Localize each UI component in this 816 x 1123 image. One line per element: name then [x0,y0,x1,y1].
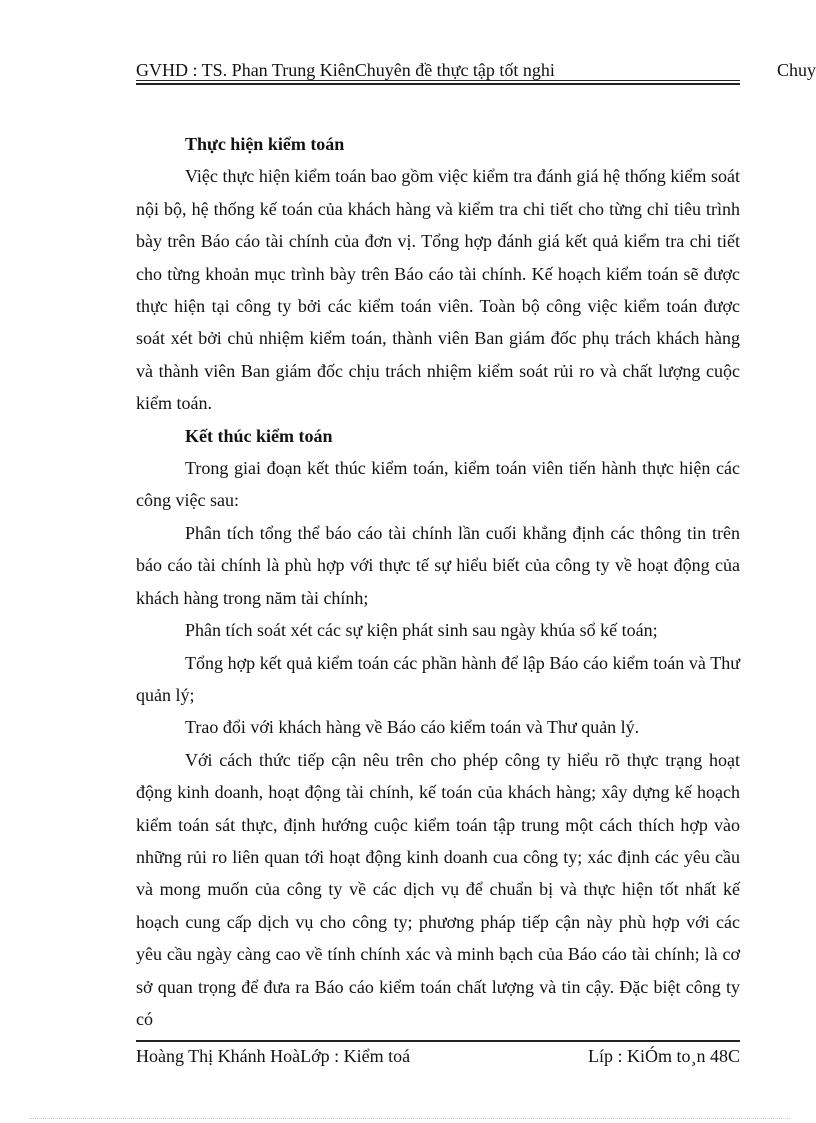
page-footer [136,1043,740,1069]
paragraph: Phân tích tổng thể báo cáo tài chính lần cuối khẳng định các thông tin trên báo cáo tài chính là phù hợp với thực tế sự hiểu biết của công ty về hoạt động của khách hàng trong năm tài chính; [136,522,740,608]
paragraph: Tổng hợp kết quả kiểm toán các phần hành để lập Báo cáo kiểm toán và Thư quản lý; [136,652,740,705]
page-header [136,58,816,82]
header-rule-thin [136,80,740,81]
footer-rule [136,1040,740,1042]
footer-left-text: Hoàng Thị Khánh HoàLớp : Kiểm toá [136,1046,411,1066]
paragraph: Trao đổi với khách hàng về Báo cáo kiểm toán và Thư quản lý. [185,717,640,738]
section-heading-conclusion: Kết thúc kiểm toán [185,425,333,446]
paragraph: Phân tích soát xét các sự kiện phát sinh sau ngày khúa sổ kế toán; [185,620,658,641]
header-right-text: Chuy [777,60,816,80]
page-bottom-dotted-line [30,1118,790,1119]
header-rule-thick [136,83,740,85]
section-heading-execution: Thực hiện kiểm toán [185,134,345,154]
document-body [136,128,740,1035]
paragraph: Trong giai đoạn kết thúc kiểm toán, kiểm toán viên tiến hành thực hiện các công việc sau: [136,458,740,511]
header-left-text: GVHD : TS. Phan Trung KiênChuyên đề thực tập tốt nghi [136,60,555,80]
paragraph: Việc thực hiện kiểm toán bao gồm việc kiểm tra đánh giá hệ thống kiểm soát nội bộ, hệ thống kế toán của khách hàng và kiểm tra chi tiết cho từng chỉ tiêu trình bày trên Báo cáo tài chính của đơn vị. Tổng hợp đánh giá kết quả kiểm tra chi tiết cho từng khoản mục trình bày trên Báo cáo tài chính. Kế hoạch kiểm toán sẽ được thực hiện tại công ty bởi các kiểm toán viên. Toàn bộ công việc kiểm toán được soát xét bởi chủ nhiệm kiểm toán, thành viên Ban giám đốc phụ trách khách hàng và thành viên Ban giám đốc chịu trách nhiệm kiểm soát rủi ro và chất lượng cuộc kiểm toán. [136,166,740,414]
paragraph: Với cách thức tiếp cận nêu trên cho phép công ty hiểu rõ thực trạng hoạt động kinh doanh, hoạt động tài chính, kế toán của khách hàng; xây dựng kế hoạch kiểm toán sát thực, định hướng cuộc kiểm toán tập trung một cách thích hợp vào những rủi ro liên quan tới hoạt động kinh doanh cua công ty; xác định các yêu cầu và mong muốn của công ty về các dịch vụ để chuẩn bị và thực hiện tốt nhất kế hoạch cung cấp dịch vụ cho công ty; phương pháp tiếp cận này phù hợp với các yêu cầu ngày càng cao về tính chính xác và minh bạch của Báo cáo tài chính; là cơ sở quan trọng để đưa ra Báo cáo kiểm toán chất lượng và tin cậy. Đặc biệt công ty có [136,749,740,1029]
footer-right-text: Líp : KiÓm to¸n 48C [588,1046,740,1066]
